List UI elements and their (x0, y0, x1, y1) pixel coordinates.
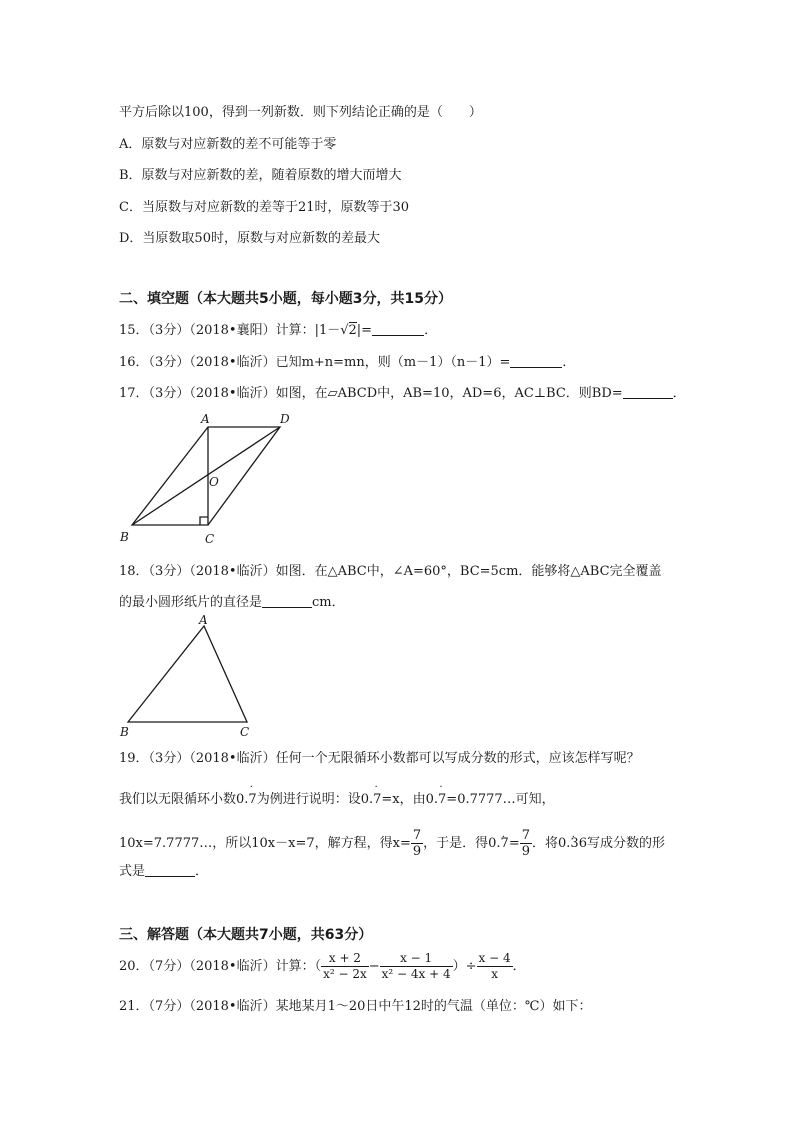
label-o: O (209, 475, 219, 489)
q15-end: ． (424, 323, 438, 338)
q19-text: ，于是．得0. (423, 836, 501, 851)
q14-stem: 平方后除以100，得到一列新数．则下列结论正确的是（ ） (119, 105, 482, 120)
q19-text: ．将0. (532, 836, 571, 851)
label-a: A (201, 412, 210, 426)
fraction-denominator: x² − 2x (323, 967, 367, 981)
label-b: B (120, 725, 129, 737)
q14-option-c: C．当原数与对应新数的差等于21时，原数等于30 (119, 200, 410, 215)
q18-answer-blank[interactable] (262, 594, 312, 608)
repeating-digit: ˙ 7 (501, 836, 509, 851)
q19-text: 写成分数的形 (586, 836, 665, 851)
label-d: D (280, 412, 290, 426)
q19-end: ． (195, 864, 209, 879)
q17-end: ． (672, 386, 686, 401)
q15-prefix: 15．（3分）（2018•襄阳）计算：|1－ (119, 323, 341, 338)
triangle-abc (128, 626, 247, 722)
fraction-denominator: x (477, 966, 513, 982)
q19-line2 (119, 791, 555, 809)
q19-text: 10x=7.7777…，所以10x－x=7，解方程，得x= (119, 836, 411, 851)
repeating-digits: ˙ 36 (570, 836, 587, 851)
q15-radicand: 2 (348, 323, 357, 338)
segment-bd (132, 427, 280, 525)
q15-answer-blank[interactable] (372, 322, 424, 336)
q16-text: 16．（3分）（2018•临沂）已知m+n=mn，则（m－1）（n－1）= (119, 355, 511, 370)
q20 (119, 950, 526, 984)
q19-text: 为例进行说明：设0. (256, 792, 374, 807)
q19-text: 我们以无限循环小数0. (119, 792, 249, 807)
q15-suffix: |= (356, 323, 373, 338)
fraction-numerator: x − 1 (400, 951, 433, 965)
fraction-denominator: x² − 4x + 4 (381, 967, 451, 981)
fraction-denominator: 9 (412, 844, 422, 859)
fraction-3 (477, 951, 513, 982)
q17-text: 17．（3分）（2018•临沂）如图，在▱ABCD中，AB=10，AD=6，AC⊥BC．则BD= (119, 386, 623, 401)
q19-line3 (119, 828, 665, 859)
q14-option-a: A．原数与对应新数的差不可能等于零 (119, 137, 337, 152)
repeating-digit: ˙ 7 (248, 792, 256, 807)
triangle-figure (112, 612, 262, 737)
minus-sign: − (368, 959, 380, 974)
fraction-1 (321, 951, 369, 982)
q17-answer-blank[interactable] (623, 385, 673, 399)
q18-line2-pre: 的最小圆形纸片的直径是 (119, 595, 263, 610)
label-c: C (205, 532, 215, 546)
section-2-title: 二、填空题（本大题共5小题，每小题3分，共15分） (119, 291, 452, 307)
q19-text: 式是 (119, 864, 146, 879)
repeating-digit: ˙ 7 (373, 792, 381, 807)
q18-line2-post: cm． (312, 595, 345, 610)
q18-line2 (119, 594, 345, 612)
q17 (119, 385, 686, 403)
q16 (119, 354, 575, 372)
fraction-numerator: 7 (412, 828, 422, 843)
q19-answer-blank[interactable] (145, 863, 195, 877)
fraction-seven-ninths (520, 828, 532, 859)
fraction-numerator: 7 (521, 828, 531, 843)
fraction-denominator: 9 (521, 844, 531, 859)
q21: 21．（7分）（2018•临沂）某地某月1～20日中午12时的气温（单位：℃）如下： (119, 999, 592, 1014)
q14-option-b: B．原数与对应新数的差，随着原数的增大而增大 (119, 168, 402, 183)
q19-text: =0.7777…可知， (446, 792, 555, 807)
q16-end: ． (562, 355, 576, 370)
section-3-title: 三、解答题（本大题共7小题，共63分） (119, 927, 373, 943)
q14-option-d: D．当原数取50时，原数与对应新数的差最大 (119, 231, 380, 246)
q20-text: ）÷ (452, 959, 477, 974)
label-b: B (120, 530, 129, 544)
fraction-numerator: x − 4 (478, 951, 511, 965)
q16-answer-blank[interactable] (510, 354, 562, 368)
right-angle-mark (200, 517, 208, 525)
q19-text: = (508, 836, 520, 851)
q15 (119, 322, 437, 340)
q20-text: 20．（7分）（2018•临沂）计算：（ (119, 959, 322, 974)
sqrt-symbol: √ (340, 323, 349, 338)
fraction-numerator: x + 2 (328, 951, 361, 965)
repeating-digit: ˙ 7 (438, 792, 446, 807)
q18-line1: 18．（3分）（2018•临沂）如图．在△ABC中，∠A=60°，BC=5cm．能够将△ABC完全覆盖 (119, 564, 662, 579)
parallelogram-figure (110, 410, 310, 550)
q20-end: ． (512, 959, 526, 974)
label-c: C (240, 725, 250, 737)
fraction-2 (380, 951, 453, 982)
fraction-seven-ninths (411, 828, 423, 859)
label-a: A (199, 613, 208, 627)
q19-text: =x，由0. (381, 792, 439, 807)
q19-line4 (119, 863, 208, 881)
q19-line1: 19．（3分）（2018•临沂）任何一个无限循环小数都可以写成分数的形式，应该怎样写呢？ (119, 751, 640, 766)
